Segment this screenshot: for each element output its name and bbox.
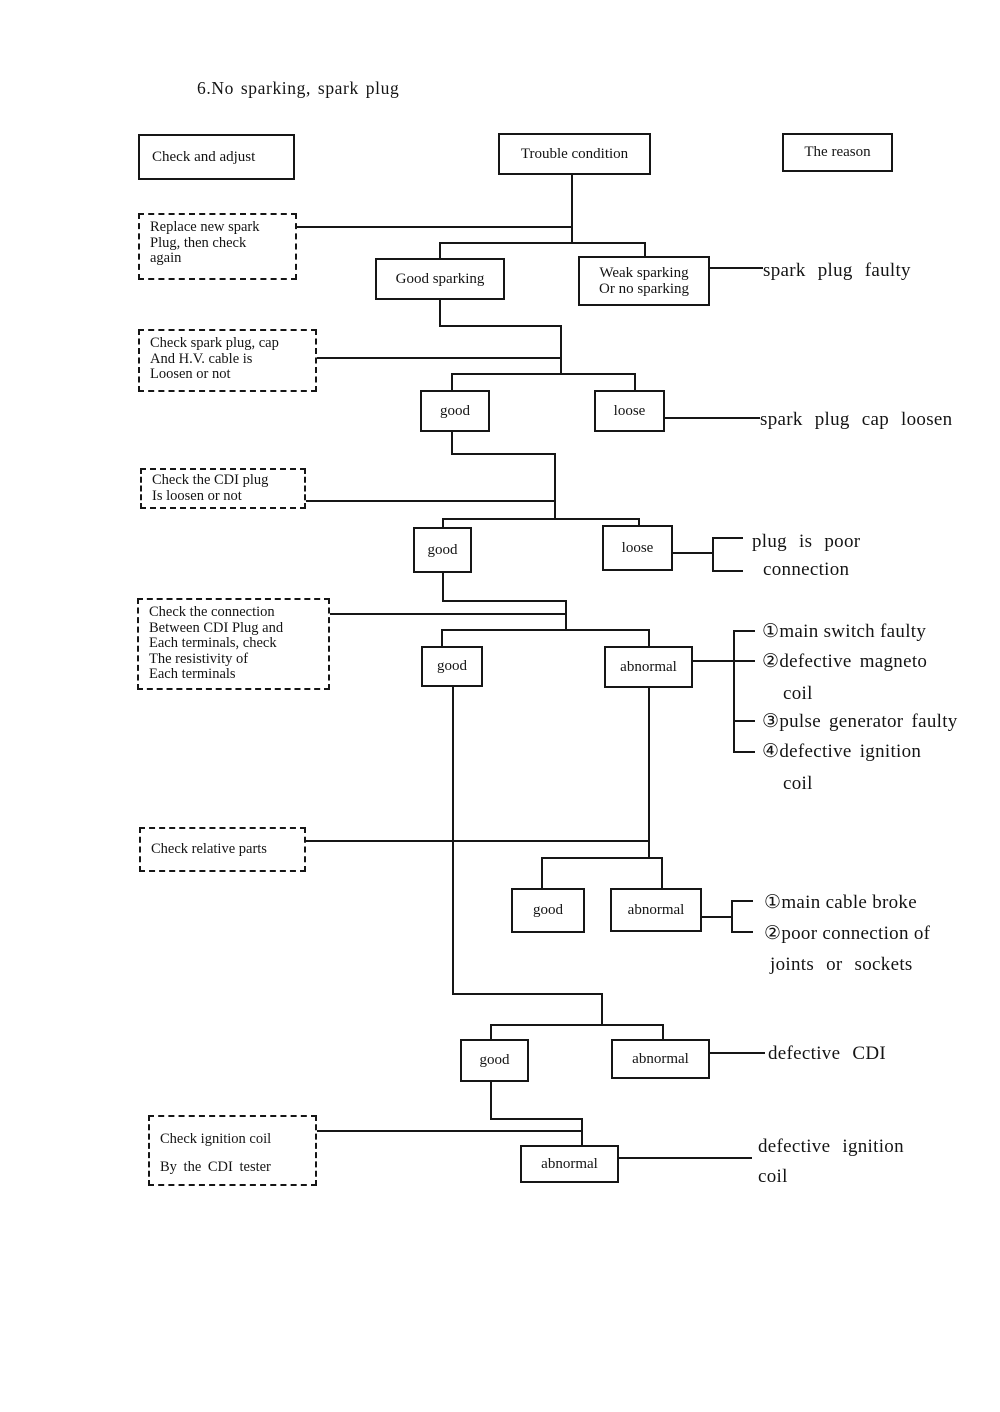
- condition-label: abnormal: [632, 1050, 689, 1067]
- reason-defective-ignition-coil-2: defective ignition: [758, 1136, 904, 1157]
- header-label: The reason: [804, 144, 871, 160]
- header-label: Trouble condition: [520, 145, 629, 162]
- reason-spark-plug-faulty: spark plug faulty: [763, 260, 911, 281]
- connector-line: [662, 1024, 664, 1039]
- connector-line: [638, 518, 640, 525]
- connector-line: [648, 629, 650, 646]
- header-the-reason: [782, 133, 893, 172]
- reason-main-cable-broke: ①main cable broke: [764, 892, 917, 913]
- page-title: 6.No sparking, spark plug: [197, 78, 400, 98]
- bracket-line: [733, 720, 755, 722]
- condition-good-5: [460, 1039, 529, 1082]
- condition-good-2: [413, 527, 472, 573]
- connector-line: [661, 857, 663, 888]
- check-step-line: Each terminals, check: [149, 635, 277, 651]
- reason-defective-magneto-coil: ②defective magneto: [762, 651, 928, 672]
- check-step-line: Check the connection: [149, 604, 275, 620]
- condition-good-3: [421, 646, 483, 687]
- bracket-line: [733, 751, 755, 753]
- connector-line: [451, 373, 636, 375]
- connector-line: [441, 629, 443, 646]
- connector-line: [442, 518, 640, 520]
- reason-defective-ignition-coil: ④defective ignition: [762, 741, 922, 762]
- connector-line: [451, 432, 453, 453]
- connector-line: [442, 573, 444, 600]
- connector-line: [442, 518, 444, 527]
- reason-spark-plug-cap-loosen: spark plug cap loosen: [760, 409, 953, 430]
- connector-line: [317, 357, 560, 359]
- condition-label: abnormal: [541, 1155, 598, 1172]
- condition-good-sparking: [375, 258, 505, 300]
- connector-line: [541, 857, 543, 888]
- connector-line: [306, 840, 650, 842]
- bracket-line: [733, 630, 755, 632]
- condition-good-4: [511, 888, 585, 933]
- condition-abnormal-4: [520, 1145, 619, 1183]
- connector-line: [306, 500, 554, 502]
- connector-line: [581, 1118, 583, 1145]
- check-step-line: again: [150, 250, 182, 266]
- connector-line: [601, 993, 603, 1026]
- reason-defective-ignition-coil: coil: [783, 773, 813, 794]
- bracket-line: [712, 537, 743, 539]
- check-step-cdi-connection: [137, 598, 330, 690]
- header-label: Check and adjust: [152, 148, 256, 165]
- reason-poor-connection-joints: ②poor connection of: [764, 923, 931, 944]
- connector-line: [710, 1052, 765, 1054]
- condition-abnormal-1: [604, 646, 693, 688]
- bracket-line: [693, 660, 755, 662]
- condition-loose-1: [594, 390, 665, 432]
- reason-defective-cdi: defective CDI: [768, 1043, 886, 1064]
- connector-line: [297, 226, 573, 228]
- connector-line: [554, 453, 556, 520]
- condition-label: good: [533, 902, 563, 918]
- condition-label: abnormal: [620, 658, 677, 675]
- bracket-line: [733, 630, 735, 753]
- bracket-line: [731, 900, 733, 933]
- connector-line: [634, 373, 636, 390]
- check-step-replace-spark-plug: [138, 213, 297, 280]
- condition-label: loose: [613, 402, 646, 419]
- reason-defective-ignition-coil-2: coil: [758, 1166, 788, 1187]
- check-step-line: Plug, then check: [150, 234, 247, 251]
- condition-label: Weak sparking: [599, 265, 689, 281]
- connector-line: [490, 1024, 492, 1039]
- condition-abnormal-3: [611, 1039, 710, 1079]
- condition-abnormal-2: [610, 888, 702, 932]
- connector-line: [541, 857, 663, 859]
- reason-defective-magneto-coil: coil: [783, 683, 813, 704]
- connector-line: [439, 325, 562, 327]
- connector-line: [560, 325, 562, 375]
- check-step-ignition-coil: [148, 1115, 317, 1186]
- check-step-line: By the CDI tester: [160, 1159, 271, 1175]
- header-trouble-condition: [498, 133, 651, 175]
- condition-label: Or no sparking: [599, 281, 689, 297]
- connector-line: [442, 600, 567, 602]
- condition-label: loose: [621, 539, 654, 556]
- connector-line: [439, 242, 441, 258]
- connector-line: [665, 417, 760, 419]
- bracket-line: [731, 931, 753, 933]
- connector-line: [330, 613, 565, 615]
- condition-label: abnormal: [627, 901, 685, 918]
- condition-label: good: [427, 541, 458, 558]
- condition-label: good: [440, 402, 470, 419]
- condition-label: good: [479, 1052, 510, 1068]
- header-check-and-adjust: [138, 134, 295, 180]
- bracket-line: [712, 570, 743, 572]
- check-step-line: Loosen or not: [150, 366, 231, 382]
- connector-line: [619, 1157, 752, 1159]
- check-step-line: Replace new spark: [150, 219, 260, 235]
- bracket-line: [731, 900, 753, 902]
- connector-line: [439, 300, 441, 325]
- reason-pulse-generator-faulty: ③pulse generator faulty: [762, 711, 958, 732]
- check-step-spark-plug-cap: [138, 329, 317, 392]
- reason-main-switch-faulty: ①main switch faulty: [762, 621, 927, 642]
- check-step-line: And H.V. cable is: [150, 350, 253, 367]
- check-step-line: Check the CDI plug: [152, 472, 269, 488]
- condition-label: good: [437, 658, 467, 674]
- connector-line: [452, 993, 603, 995]
- connector-line: [490, 1118, 583, 1120]
- bracket-line: [673, 552, 712, 554]
- check-step-line: Check ignition coil: [160, 1131, 272, 1147]
- reason-plug-poor-connection: plug is poor: [752, 531, 861, 552]
- check-step-relative-parts: [139, 827, 306, 872]
- condition-label: Good sparking: [395, 270, 485, 287]
- check-step-line: Each terminals: [149, 666, 236, 682]
- connector-line: [490, 1024, 664, 1026]
- connector-line: [571, 175, 573, 244]
- connector-line: [451, 373, 453, 390]
- condition-loose-2: [602, 525, 673, 571]
- bracket-line: [712, 537, 714, 572]
- condition-weak-or-no-sparking: [578, 256, 710, 306]
- connector-line: [644, 242, 646, 256]
- connector-line: [317, 1130, 581, 1132]
- check-step-line: Between CDI Plug and: [149, 619, 284, 636]
- condition-good-1: [420, 390, 490, 432]
- bracket-line: [702, 916, 733, 918]
- check-step-cdi-plug: [140, 468, 306, 509]
- check-step-line: Check relative parts: [151, 840, 267, 857]
- check-step-line: Check spark plug, cap: [150, 335, 279, 351]
- connector-line: [490, 1082, 492, 1120]
- connector-line: [710, 267, 763, 269]
- check-step-line: The resistivity of: [149, 650, 249, 667]
- reason-poor-connection-joints: joints or sockets: [770, 954, 913, 975]
- check-step-line: Is loosen or not: [152, 487, 242, 504]
- connector-line: [451, 453, 556, 455]
- connector-line: [439, 242, 646, 244]
- connector-line: [648, 688, 650, 858]
- reason-plug-poor-connection: connection: [763, 559, 850, 580]
- connector-line: [565, 600, 567, 629]
- connector-line: [441, 629, 650, 631]
